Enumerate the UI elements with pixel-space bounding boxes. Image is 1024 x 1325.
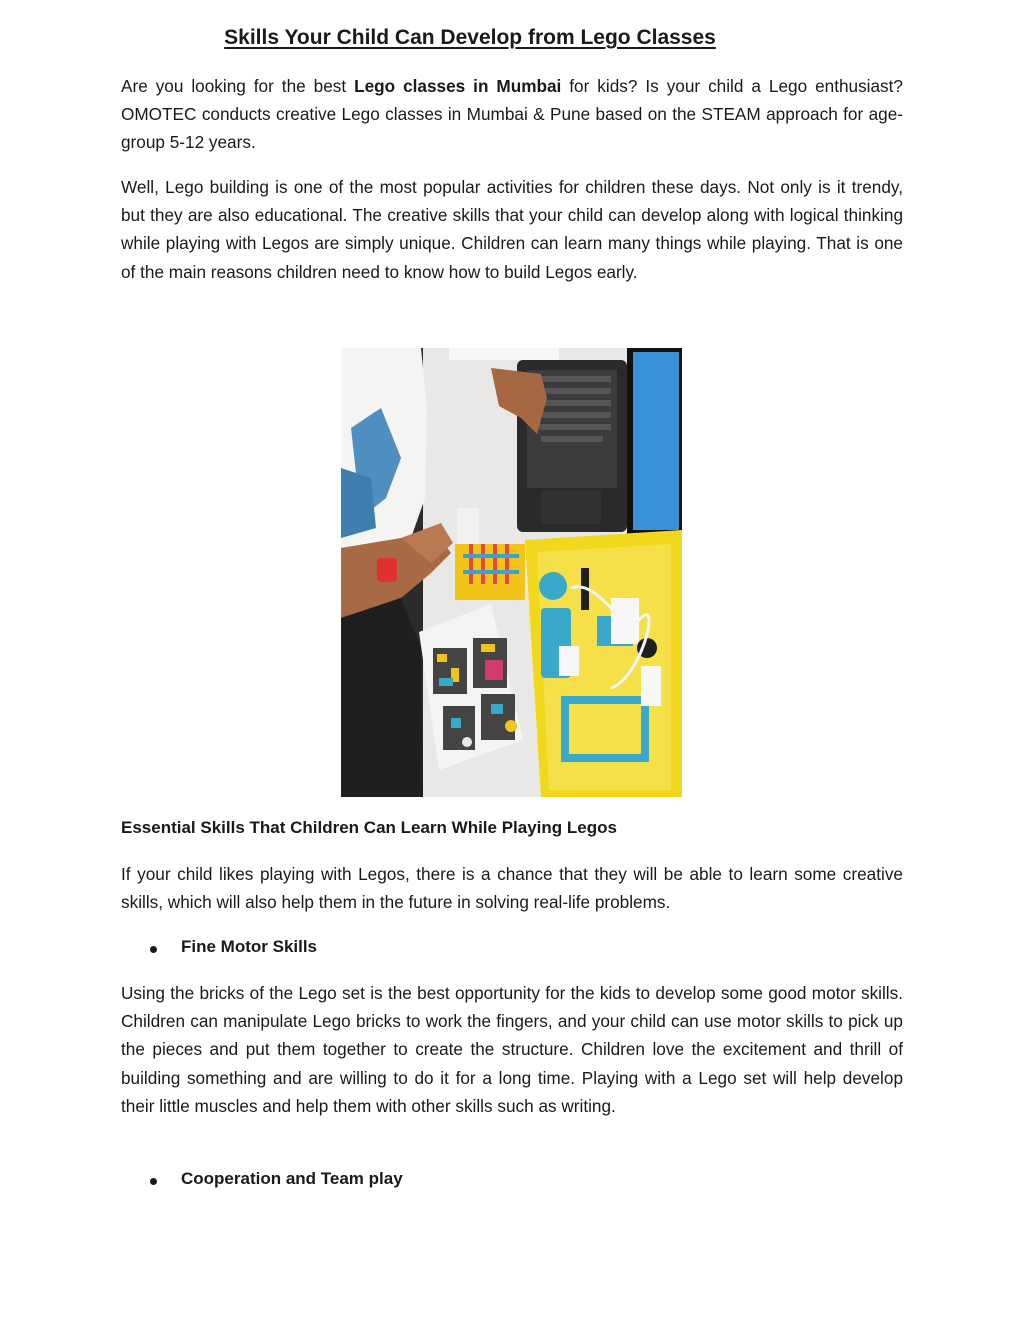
- bullet-dot-icon: [150, 1178, 157, 1185]
- section-heading: Essential Skills That Children Can Learn While Playing Legos: [121, 818, 617, 837]
- bullet-dot-icon: [150, 946, 157, 953]
- intro-paragraph: [121, 72, 903, 157]
- bullet-label: Cooperation and Team play: [181, 1169, 403, 1188]
- lego-class-photo: [341, 348, 682, 797]
- body-paragraph-3: If your child likes playing with Legos, there is a chance that they will be able to learn some creative skills, which will also help them in the future in solving real-life problems.: [121, 864, 903, 913]
- body-paragraph-4: Using the bricks of the Lego set is the best opportunity for the kids to develop some good motor skills. Children can manipulate Lego bricks to work the fingers, and your child can use motor skills to pick up the pieces and put them together to create the structure. Children love the excitement and thrill of building something and are willing to do it for a long time. Playing with a Lego set will help develop their little muscles and help them with other skills such as writing.: [121, 983, 903, 1116]
- bullet-label: Fine Motor Skills: [181, 937, 318, 956]
- body-paragraph-2: Well, Lego building is one of the most popular activities for children these days. Not only is it trendy, but they are also educational. The creative skills that your child can develop along with logical thinking while playing with Legos are simply unique. Children can learn many things while playing. That is one of the main reasons children need to know how to build Legos early.: [121, 177, 903, 282]
- intro-text-before: Are you looking for the best: [121, 76, 355, 96]
- page-title: Skills Your Child Can Develop from Lego Classes: [224, 26, 716, 49]
- intro-text-after: for kids? Is your child a Lego enthusiast? OMOTEC conducts creative Lego classes in Mumbai & Pune based on the STEAM approach for age-group 5-12 years.: [121, 76, 903, 153]
- intro-bold-keyword: Lego classes in Mumbai: [354, 76, 562, 96]
